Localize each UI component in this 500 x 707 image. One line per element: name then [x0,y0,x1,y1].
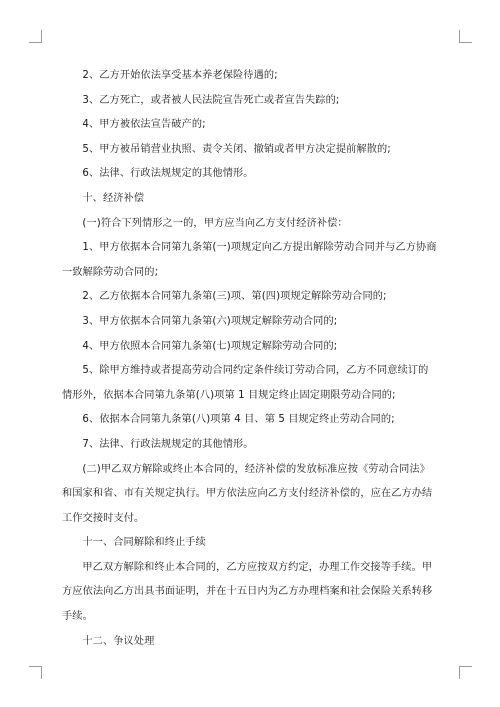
paragraph-compensation-6: 6、依据本合同第九条第(八)项第 4 目、第 5 目规定终止劳动合同的; [82,414,395,426]
crop-mark-top-right [459,30,472,43]
paragraph-compensation-7: 7、法律、行政法规规定的其他情形。 [82,438,254,450]
paragraph-compensation-1: 1、甲方依据本合同第九条第(一)项规定向乙方提出解除劳动合同并与乙方协商一致解除劳动合同的; [62,242,437,278]
paragraph-item-4: 4、甲方被依法宣告破产的; [82,119,206,131]
section-heading-termination-procedures: 十一、合同解除和终止手续 [82,537,206,549]
paragraph-item-5: 5、甲方被吊销营业执照、责令关闭、撤销或者甲方决定提前解散的; [82,143,391,155]
paragraph-item-3: 3、乙方死亡，或者被人民法院宣告死亡或者宣告失踪的; [82,94,340,106]
paragraph-compensation-5: 5、除甲方维持或者提高劳动合同约定条件续订劳动合同，乙方不同意续订的情形外，依据本合同第九条第(八)项第 1 目规定终止固定期限劳动合同的; [62,365,429,401]
document-body [62,64,438,654]
crop-mark-top-left [29,30,42,43]
crop-mark-bottom-left [29,666,42,679]
paragraph-compensation-4: 4、甲方依照本合同第九条第(七)项规定解除劳动合同的; [82,340,338,352]
subsection-compensation-standard: (二)甲乙双方解除或终止本合同的，经济补偿的发放标准应按《劳动合同法》和国家和省、市有关规定执行。甲方依法应向乙方支付经济补偿的，应在乙方办结工作交接时支付。 [62,463,433,524]
paragraph-compensation-3: 3、甲方依据本合同第九条第(六)项规定解除劳动合同的; [82,315,338,327]
section-heading-economic-compensation: 十、经济补偿 [82,192,145,204]
paragraph-item-6: 6、法律、行政法规规定的其他情形。 [82,168,254,180]
paragraph-compensation-2: 2、乙方依据本合同第九条第(三)项、第(四)项规定解除劳动合同的; [82,291,387,303]
crop-mark-bottom-right [459,666,472,679]
section-heading-dispute-resolution: 十二、争议处理 [82,635,155,647]
paragraph-termination-procedures: 甲乙双方解除和终止本合同的，乙方应按双方约定，办理工作交接等手续。甲方应依法向乙方出具书面证明，并在十五日内为乙方办理档案和社会保险关系转移手续。 [62,561,433,623]
paragraph-item-2: 2、乙方开始依法享受基本养老保险待遇的; [82,70,278,81]
subsection-compensation-conditions: (一)符合下列情形之一的，甲方应当向乙方支付经济补偿： [82,217,348,229]
